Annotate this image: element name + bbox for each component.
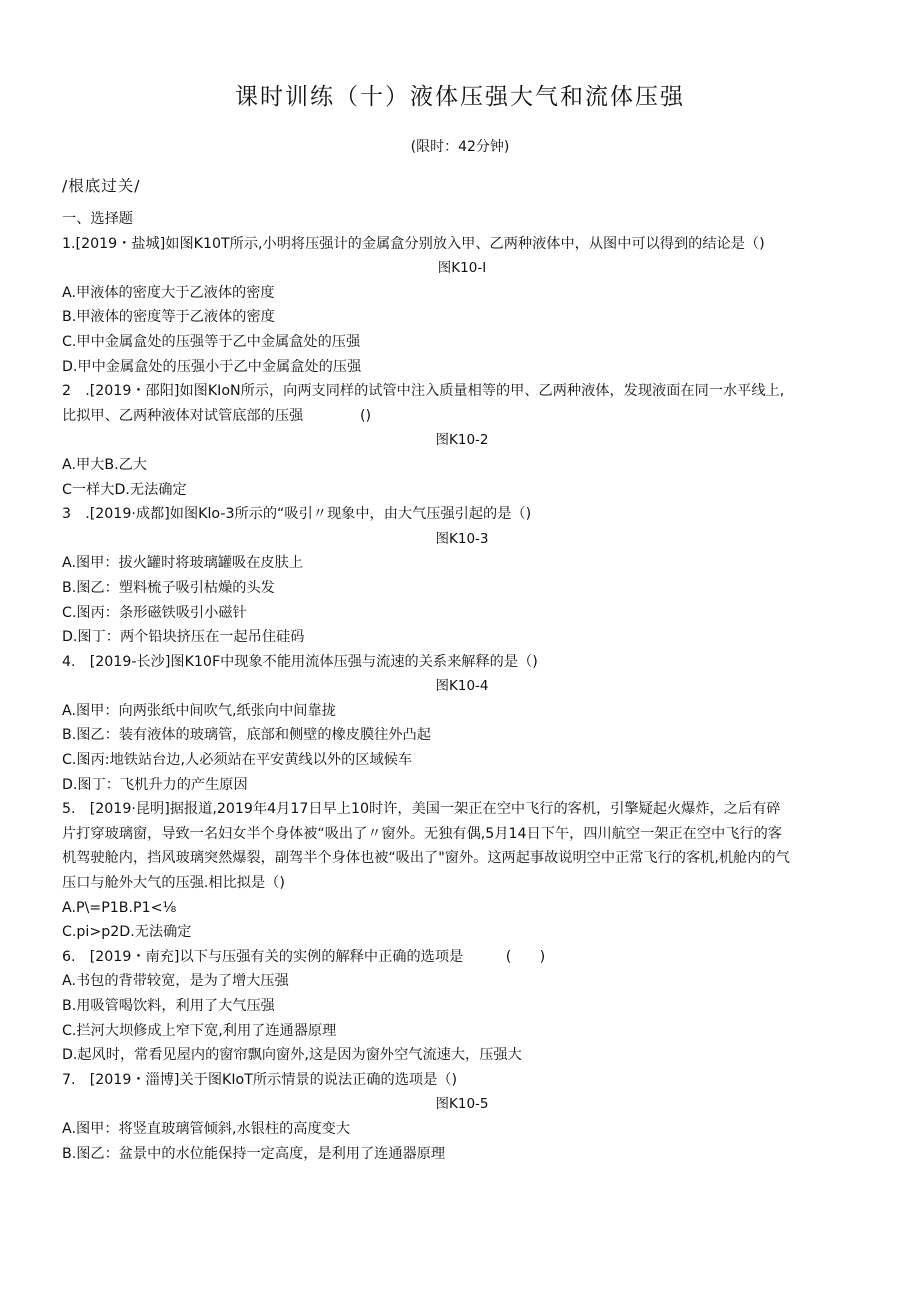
question-text: 1.[2019・盐城]如图K10T所示,小明将压强计的金属盒分别放入甲、乙两种液体中，从图中可以得到的结论是（) (62, 235, 765, 252)
answer-option: B.用吸管喝饮料，利用了大气压强 (62, 998, 275, 1014)
answer-option: D.甲中金属盒处的压强小于乙中金属盒处的压强 (62, 358, 362, 375)
answer-option: B.图乙：盆景中的水位能保持一定高度，是利用了连通器原理 (62, 1145, 446, 1162)
figure-caption: 图K10-4 (435, 678, 489, 695)
answer-option: C.拦河大坝修成上窄下宽,利用了连通器原理 (62, 1022, 337, 1039)
answer-option: A.甲液体的密度大于乙液体的密度 (62, 284, 275, 301)
question-content (62, 207, 862, 1166)
answer-option: A.P\=P1B.P1<⅛ (62, 899, 177, 916)
answer-option: D.图丁：两个铅块挤压在一起吊住硅码 (62, 629, 305, 646)
time-limit: (限时：42分钟) (410, 139, 510, 155)
answer-option: C.图丙：条形磁铁吸引小磁针 (62, 604, 247, 621)
question-text: 5. [2019·昆明]据报道,2019年4月17日早上10时许，美国一架正在空中飞行的客机，引擎疑起火爆炸，之后有碎 (62, 801, 781, 818)
question-text: 比拟甲、乙两种液体对试管底部的压强 () (62, 407, 372, 424)
figure-caption: 图K10-2 (435, 432, 489, 449)
section-heading: /根底过关/ (62, 177, 141, 195)
answer-option: A.图甲：将竖直玻璃管倾斜,水银柱的高度变大 (62, 1120, 351, 1137)
answer-option: D.起风时，常看见屋内的窗帘飘向窗外,这是因为窗外空气流速大，压强大 (62, 1047, 522, 1064)
figure-caption: 图K10-5 (435, 1096, 489, 1113)
answer-option: C.甲中金属盒处的压强等于乙中金属盒处的压强 (62, 333, 361, 350)
question-text: 片打穿玻璃窗，导致一名妇女半个身体被“吸出了〃窗外。无独有偶,5月14日下午，四川航空一架正在空中飞行的客 (62, 825, 782, 842)
answer-option: D.图丁：飞机升力的产生原因 (62, 776, 248, 793)
answer-option: C一样大D.无法确定 (62, 481, 187, 498)
figure-caption: 图K10-3 (435, 530, 489, 547)
answer-option: A.甲大B.乙大 (62, 456, 147, 473)
answer-option: C.pi>p2D.无法确定 (62, 924, 192, 941)
question-text: 机驾驶舱内，挡风玻璃突然爆裂，副驾半个身体也被“吸出了"窗外。这两起事故说明空中正常飞行的客机,机舱内的气 (62, 850, 790, 867)
answer-option: B.图乙：装有液体的玻璃管，底部和侧壁的橡皮膜往外凸起 (62, 727, 431, 744)
figure-caption: 图K10-I (437, 260, 487, 277)
question-text: 7. [2019・淄博]关于图KIoT所示情景的说法正确的选项是（) (62, 1071, 458, 1088)
question-text: 6. [2019・南充]以下与压强有关的实例的解释中正确的选项是 ( ) (62, 948, 546, 965)
answer-option: B.图乙：塑料梳子吸引枯燥的头发 (62, 579, 275, 596)
question-text: 4. [2019-长沙]图K10F中现象不能用流体压强与流速的关系来解释的是（) (62, 653, 538, 670)
answer-option: C.图丙:地铁站台边,人必须站在平安黄线以外的区域候车 (62, 752, 413, 769)
page-title: 课时训练（十）液体压强大气和流体压强 (235, 84, 685, 110)
answer-option: B.甲液体的密度等于乙液体的密度 (62, 309, 275, 326)
subsection-heading: 一、选择题 (62, 211, 133, 227)
question-text: 压口与舱外大气的压强.相比拟是（) (62, 875, 285, 892)
answer-option: A.图甲：向两张纸中间吹气,纸张向中间靠拢 (62, 702, 336, 719)
question-text: 2 .[2019・邵阳]如图KIoN所示，向两支同样的试管中注入质量相等的甲、乙两种液体，发现液面在同一水平线上, (62, 383, 785, 400)
answer-option: A.书包的背带较宽，是为了增大压强 (62, 973, 289, 990)
question-text: 3 .[2019·成都]如图Klo-3所示的“吸引〃现象中，由大气压强引起的是（) (62, 506, 532, 523)
answer-option: A.图甲：拔火罐时将玻璃罐吸在皮肤上 (62, 555, 303, 572)
